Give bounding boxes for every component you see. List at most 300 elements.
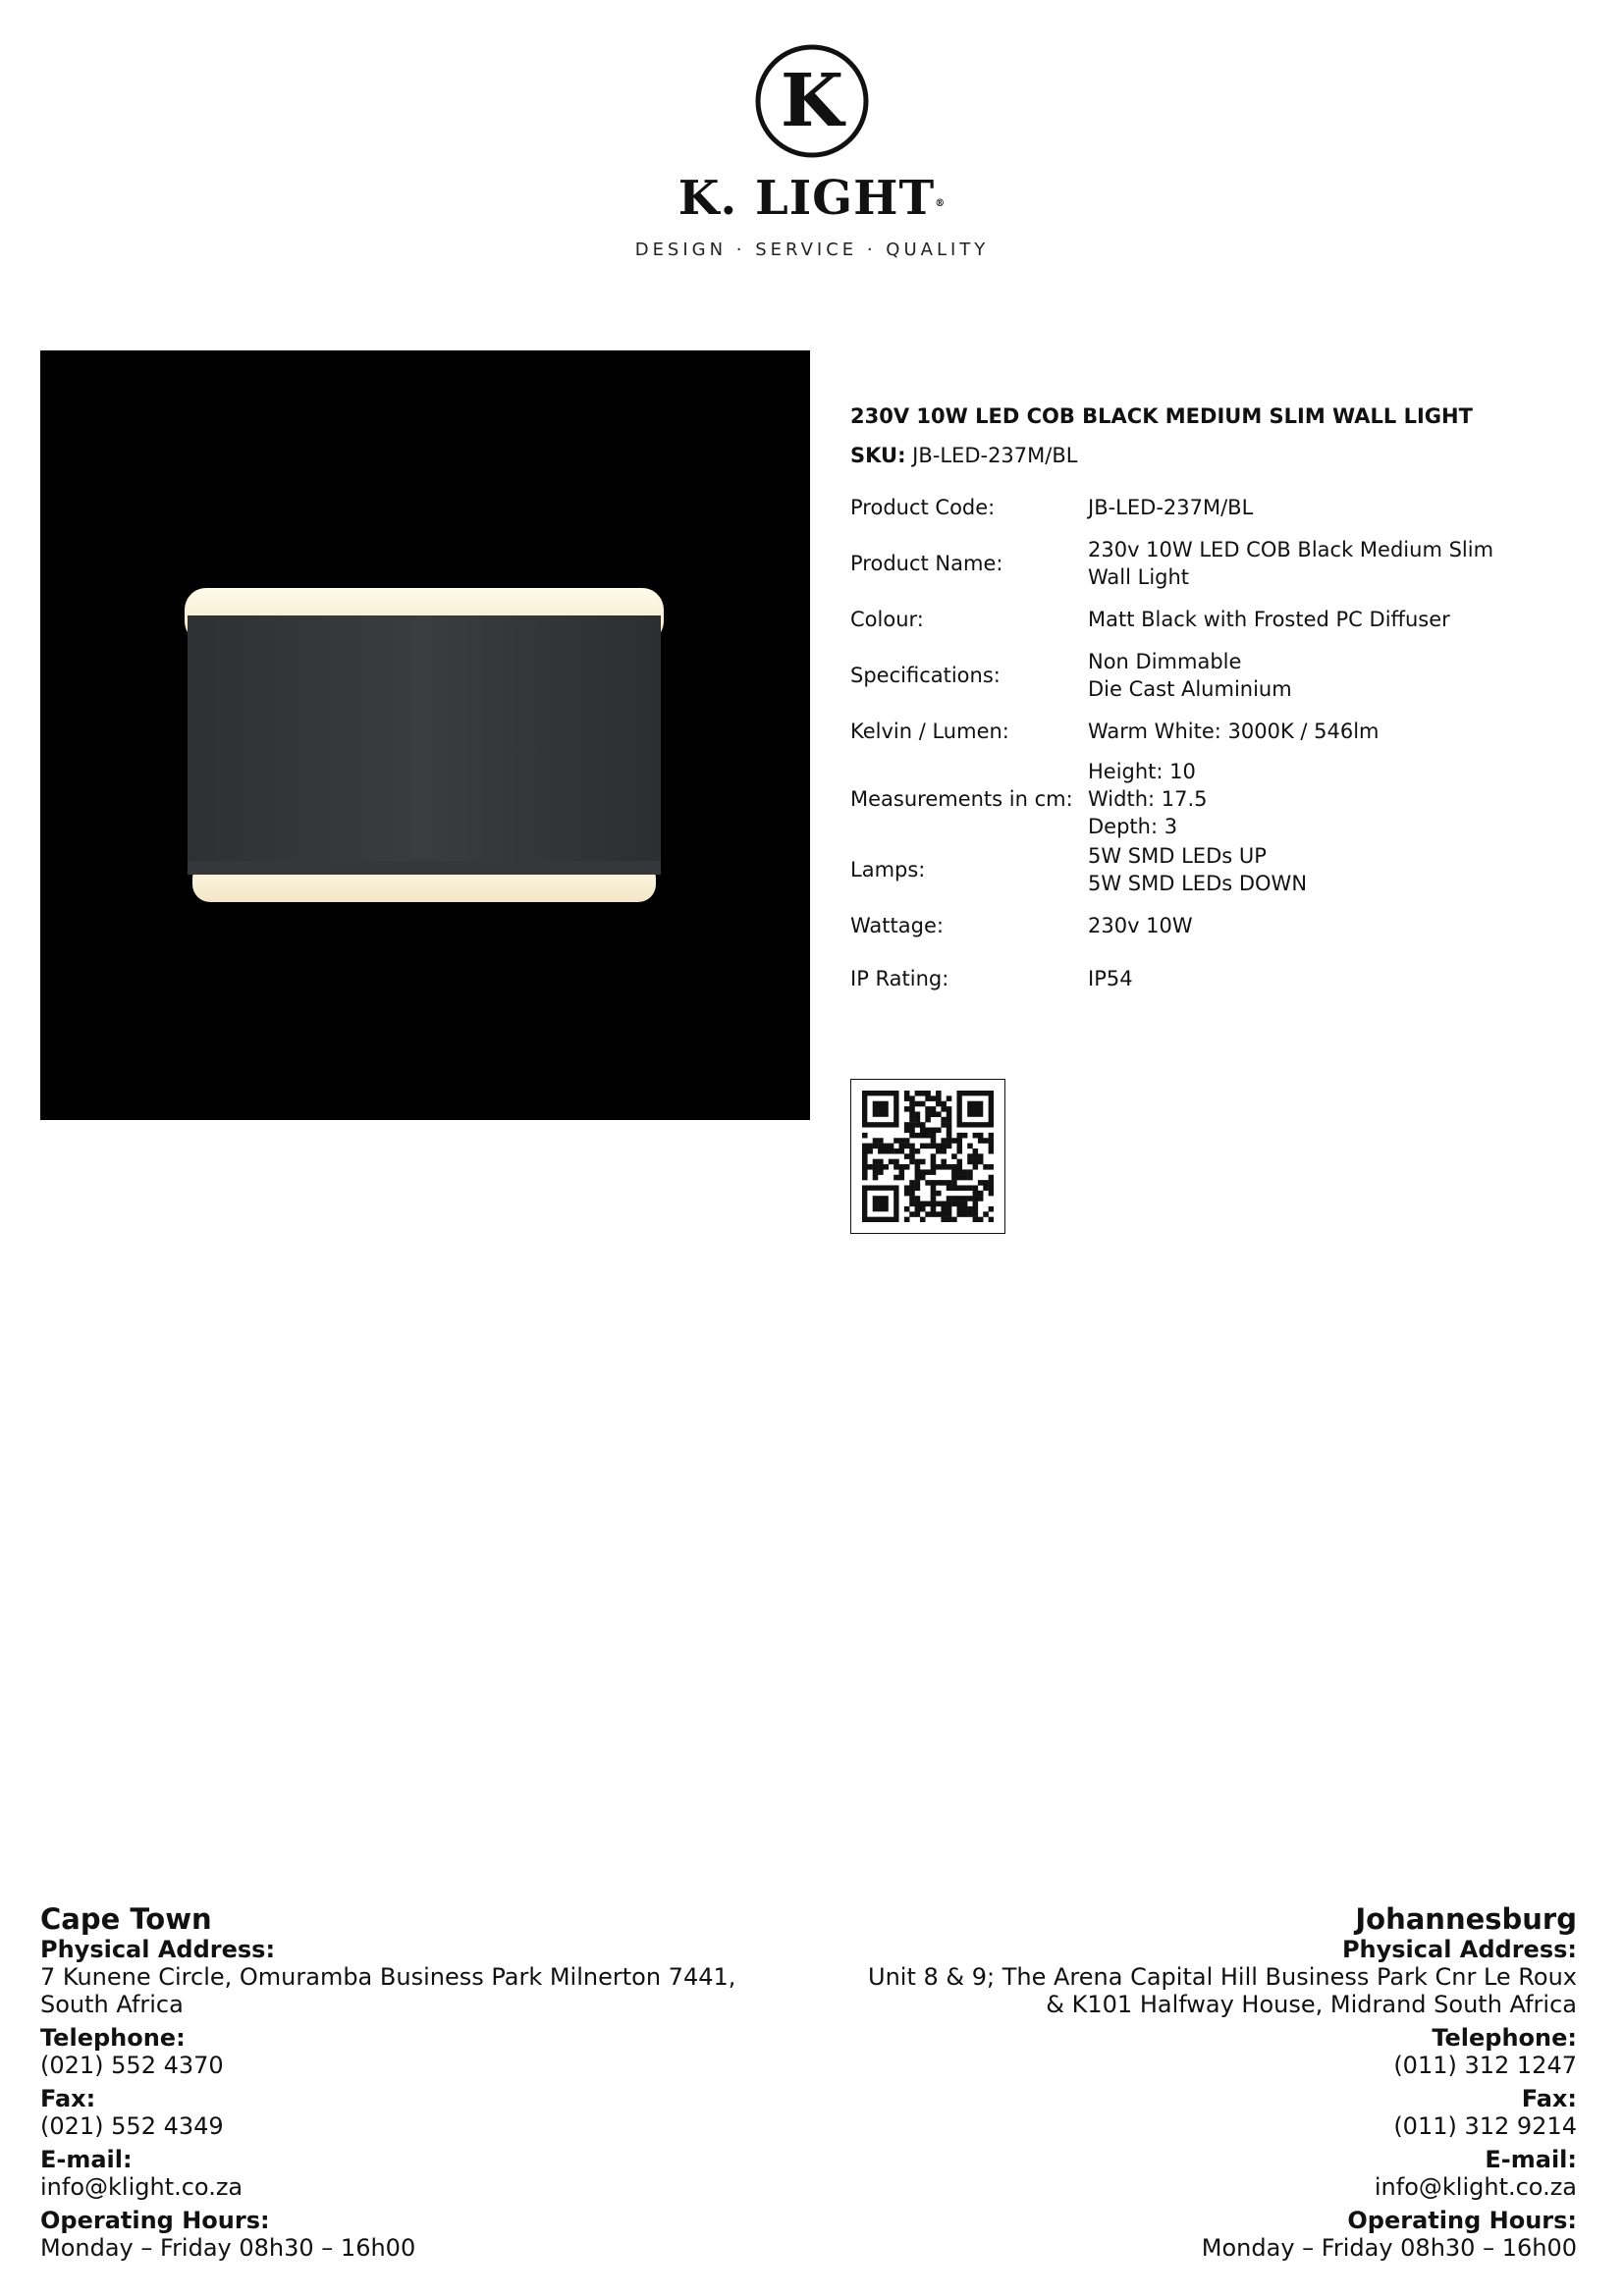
qr-module xyxy=(931,1211,937,1217)
qr-module xyxy=(915,1148,921,1154)
qr-module xyxy=(904,1128,910,1134)
qr-module xyxy=(947,1164,952,1170)
qr-module xyxy=(936,1148,942,1154)
qr-module xyxy=(920,1133,926,1139)
spec-row-wattage xyxy=(850,899,1557,952)
spec-value: Height: 10 Width: 17.5 Depth: 3 xyxy=(1088,760,1208,838)
qr-module xyxy=(883,1144,889,1149)
qr-module xyxy=(909,1148,915,1154)
qr-module xyxy=(936,1101,942,1107)
qr-module xyxy=(925,1095,931,1101)
brand-header xyxy=(0,43,1624,260)
qr-module xyxy=(893,1164,899,1170)
qr-module xyxy=(956,1133,962,1139)
qr-module xyxy=(867,1148,873,1154)
qr-module xyxy=(978,1138,984,1144)
qr-module xyxy=(983,1211,989,1217)
email-label: E-mail: xyxy=(40,2146,133,2173)
qr-module xyxy=(925,1180,931,1186)
qr-module xyxy=(978,1196,984,1201)
brand-tagline: DESIGN · SERVICE · QUALITY xyxy=(634,240,990,260)
qr-module xyxy=(951,1185,957,1191)
qr-module xyxy=(909,1153,915,1159)
qr-module xyxy=(862,1133,868,1139)
qr-module xyxy=(862,1175,868,1181)
spec-value: IP54 xyxy=(1088,967,1133,990)
qr-module xyxy=(931,1159,937,1165)
qr-module xyxy=(973,1185,979,1191)
qr-module xyxy=(889,1144,894,1149)
qr-module xyxy=(904,1217,910,1222)
qr-module xyxy=(973,1191,979,1197)
qr-module xyxy=(983,1164,989,1170)
qr-module xyxy=(931,1185,937,1191)
office-city: Cape Town xyxy=(40,1902,212,1936)
qr-module xyxy=(925,1091,931,1096)
qr-module xyxy=(878,1148,884,1154)
spec-value: 230v 10W xyxy=(1088,914,1193,937)
qr-module xyxy=(904,1091,910,1096)
office-cape-town xyxy=(40,1902,845,2262)
qr-module xyxy=(962,1206,968,1212)
spec-row-colour xyxy=(850,593,1557,646)
qr-module xyxy=(989,1217,994,1222)
qr-module xyxy=(951,1217,957,1222)
qr-module xyxy=(909,1106,915,1112)
qr-module xyxy=(915,1091,921,1096)
qr-module xyxy=(989,1180,994,1186)
qr-module xyxy=(941,1201,947,1207)
qr-module xyxy=(951,1180,957,1186)
spec-label: Product Code: xyxy=(850,496,996,519)
qr-module xyxy=(909,1180,915,1186)
qr-module xyxy=(951,1175,957,1181)
qr-module xyxy=(862,1164,868,1170)
qr-module xyxy=(941,1148,947,1154)
qr-module xyxy=(947,1144,952,1149)
qr-module xyxy=(983,1180,989,1186)
telephone-label: Telephone: xyxy=(40,2024,186,2052)
qr-module xyxy=(889,1159,894,1165)
qr-module xyxy=(904,1106,910,1112)
qr-module xyxy=(920,1169,926,1175)
qr-module xyxy=(951,1201,957,1207)
qr-module xyxy=(893,1159,899,1165)
qr-module xyxy=(936,1095,942,1101)
qr-module xyxy=(936,1128,942,1134)
qr-module xyxy=(931,1196,937,1201)
qr-module xyxy=(962,1169,968,1175)
qr-module xyxy=(989,1185,994,1191)
qr-module xyxy=(973,1133,979,1139)
qr-module xyxy=(951,1196,957,1201)
sku-value: JB-LED-237M/BL xyxy=(912,444,1078,467)
qr-module xyxy=(862,1148,868,1154)
qr-module xyxy=(967,1185,973,1191)
qr-module xyxy=(956,1201,962,1207)
hours-value: Monday – Friday 08h30 – 16h00 xyxy=(40,2234,416,2262)
qr-module xyxy=(931,1144,937,1149)
qr-module xyxy=(904,1138,910,1144)
qr-module xyxy=(989,1138,994,1144)
qr-module xyxy=(947,1128,952,1134)
qr-module xyxy=(947,1111,952,1117)
qr-module xyxy=(920,1122,926,1128)
qr-module xyxy=(925,1144,931,1149)
email-label: E-mail: xyxy=(1485,2146,1577,2173)
qr-module xyxy=(941,1101,947,1107)
qr-module xyxy=(978,1133,984,1139)
qr-module xyxy=(947,1185,952,1191)
qr-module xyxy=(931,1153,937,1159)
qr-module xyxy=(915,1101,921,1107)
qr-module xyxy=(909,1101,915,1107)
qr-module xyxy=(973,1196,979,1201)
hours-label: Operating Hours: xyxy=(40,2207,270,2234)
qr-module xyxy=(973,1217,979,1222)
qr-module xyxy=(967,1159,973,1165)
qr-module xyxy=(915,1169,921,1175)
qr-module xyxy=(862,1169,868,1175)
fax-label: Fax: xyxy=(1521,2085,1577,2112)
qr-module xyxy=(931,1169,937,1175)
qr-module xyxy=(920,1201,926,1207)
qr-module xyxy=(909,1117,915,1123)
address-label: Physical Address: xyxy=(40,1936,276,1963)
qr-module xyxy=(941,1122,947,1128)
spec-label: Measurements in cm: xyxy=(850,787,1073,811)
brand-name: K. LIGHT® xyxy=(677,171,947,226)
qr-module xyxy=(915,1196,921,1201)
email-link[interactable]: info@klight.co.za xyxy=(1374,2173,1577,2201)
product-details xyxy=(850,402,1557,1005)
office-city: Johannesburg xyxy=(1355,1902,1577,1936)
qr-module xyxy=(956,1164,962,1170)
qr-module xyxy=(947,1133,952,1139)
spec-label: IP Rating: xyxy=(850,967,949,990)
qr-module xyxy=(867,1164,873,1170)
qr-module xyxy=(962,1185,968,1191)
spec-value: Warm White: 3000K / 546lm xyxy=(1088,720,1380,743)
qr-module xyxy=(989,1133,994,1139)
hours-value: Monday – Friday 08h30 – 16h00 xyxy=(1201,2234,1577,2262)
qr-module xyxy=(973,1164,979,1170)
qr-module xyxy=(904,1206,910,1212)
qr-module xyxy=(925,1169,931,1175)
qr-module xyxy=(956,1211,962,1217)
qr-module xyxy=(941,1211,947,1217)
qr-module xyxy=(978,1191,984,1197)
spec-table xyxy=(850,481,1557,1005)
spec-row-product-code xyxy=(850,481,1557,534)
registered-mark: ® xyxy=(935,198,947,209)
spec-label: Wattage: xyxy=(850,914,944,937)
qr-module xyxy=(962,1211,968,1217)
qr-module xyxy=(899,1138,905,1144)
qr-module xyxy=(925,1133,931,1139)
qr-module xyxy=(883,1164,889,1170)
qr-module xyxy=(956,1206,962,1212)
qr-module xyxy=(925,1106,931,1112)
qr-module xyxy=(915,1133,921,1139)
qr-module xyxy=(956,1175,962,1181)
qr-module xyxy=(973,1206,979,1212)
spec-label: Colour: xyxy=(850,608,924,631)
qr-module xyxy=(931,1191,937,1197)
qr-module xyxy=(941,1138,947,1144)
qr-module xyxy=(951,1164,957,1170)
qr-module xyxy=(983,1185,989,1191)
qr-module xyxy=(873,1138,879,1144)
qr-module xyxy=(909,1191,915,1197)
email-link[interactable]: info@klight.co.za xyxy=(40,2173,244,2201)
qr-module xyxy=(883,1148,889,1154)
spec-row-specifications xyxy=(850,646,1557,705)
qr-module xyxy=(862,1144,868,1149)
qr-module xyxy=(931,1133,937,1139)
qr-module xyxy=(931,1128,937,1134)
qr-module xyxy=(899,1144,905,1149)
qr-module xyxy=(941,1144,947,1149)
qr-finder-pattern xyxy=(873,1196,889,1211)
qr-module xyxy=(909,1133,915,1139)
qr-module xyxy=(893,1148,899,1154)
qr-module xyxy=(967,1169,973,1175)
qr-module xyxy=(915,1111,921,1117)
qr-module xyxy=(989,1191,994,1197)
product-photo xyxy=(40,350,810,1120)
qr-module xyxy=(967,1144,973,1149)
qr-module xyxy=(956,1169,962,1175)
k-logo-icon xyxy=(754,43,870,159)
qr-module xyxy=(904,1153,910,1159)
qr-module xyxy=(899,1164,905,1170)
qr-module xyxy=(909,1111,915,1117)
qr-module xyxy=(931,1164,937,1170)
qr-module xyxy=(978,1217,984,1222)
qr-module xyxy=(967,1206,973,1212)
qr-module xyxy=(973,1153,979,1159)
qr-module xyxy=(936,1091,942,1096)
qr-module xyxy=(951,1169,957,1175)
qr-module xyxy=(893,1138,899,1144)
qr-module xyxy=(904,1164,910,1170)
spec-value: 230v 10W LED COB Black Medium Slim Wall Light xyxy=(1088,538,1494,589)
qr-module xyxy=(931,1206,937,1212)
qr-module xyxy=(947,1180,952,1186)
qr-module xyxy=(931,1095,937,1101)
product-title: 230V 10W LED COB BLACK MEDIUM SLIM WALL LIGHT xyxy=(850,404,1473,428)
qr-module xyxy=(867,1144,873,1149)
qr-module xyxy=(862,1153,868,1159)
qr-module xyxy=(925,1201,931,1207)
qr-module xyxy=(925,1111,931,1117)
qr-module xyxy=(920,1128,926,1134)
qr-module xyxy=(941,1164,947,1170)
qr-module xyxy=(951,1138,957,1144)
qr-module xyxy=(915,1206,921,1212)
qr-finder-pattern xyxy=(967,1101,983,1117)
qr-module xyxy=(989,1144,994,1149)
qr-module xyxy=(915,1159,921,1165)
qr-module xyxy=(941,1117,947,1123)
qr-module xyxy=(967,1153,973,1159)
hours-label: Operating Hours: xyxy=(1347,2207,1577,2234)
qr-module xyxy=(983,1138,989,1144)
qr-module xyxy=(893,1175,899,1181)
qr-module xyxy=(873,1175,879,1181)
qr-module xyxy=(899,1169,905,1175)
qr-module xyxy=(889,1148,894,1154)
qr-module xyxy=(962,1175,968,1181)
qr-module xyxy=(899,1175,905,1181)
qr-module xyxy=(936,1111,942,1117)
qr-module xyxy=(941,1159,947,1165)
qr-module xyxy=(978,1180,984,1186)
qr-module xyxy=(931,1111,937,1117)
fax-value: (021) 552 4349 xyxy=(40,2112,224,2140)
qr-module xyxy=(920,1159,926,1165)
qr-module xyxy=(909,1122,915,1128)
spec-row-ip-rating xyxy=(850,952,1557,1005)
spec-label: Lamps: xyxy=(850,858,926,881)
qr-module xyxy=(878,1138,884,1144)
qr-module xyxy=(899,1148,905,1154)
address-line: South Africa xyxy=(40,1991,184,2018)
qr-module xyxy=(962,1196,968,1201)
qr-module xyxy=(915,1175,921,1181)
qr-module xyxy=(947,1106,952,1112)
qr-module xyxy=(878,1159,884,1165)
qr-module xyxy=(967,1175,973,1181)
fax-value: (011) 312 9214 xyxy=(1393,2112,1577,2140)
qr-module xyxy=(947,1217,952,1222)
qr-module xyxy=(956,1138,962,1144)
qr-module xyxy=(947,1122,952,1128)
qr-module xyxy=(873,1169,879,1175)
spec-row-kelvin-lumen xyxy=(850,705,1557,758)
qr-module xyxy=(909,1201,915,1207)
qr-module xyxy=(931,1138,937,1144)
qr-module xyxy=(936,1144,942,1149)
qr-module xyxy=(915,1180,921,1186)
qr-module xyxy=(951,1153,957,1159)
qr-module xyxy=(947,1211,952,1217)
qr-module xyxy=(915,1117,921,1123)
qr-module xyxy=(967,1211,973,1217)
qr-module xyxy=(989,1164,994,1170)
qr-module xyxy=(878,1144,884,1149)
qr-module xyxy=(936,1201,942,1207)
qr-finder-pattern xyxy=(873,1101,889,1117)
qr-module xyxy=(936,1164,942,1170)
qr-module xyxy=(967,1196,973,1201)
spec-value: Matt Black with Frosted PC Diffuser xyxy=(1088,608,1450,631)
qr-module xyxy=(973,1201,979,1207)
qr-module xyxy=(904,1191,910,1197)
qr-module xyxy=(925,1211,931,1217)
fax-label: Fax: xyxy=(40,2085,96,2112)
spec-label: Specifications: xyxy=(850,664,1001,687)
office-johannesburg xyxy=(772,1902,1577,2262)
logo-letter: K xyxy=(780,59,844,143)
qr-module xyxy=(915,1122,921,1128)
qr-module xyxy=(989,1206,994,1212)
qr-module xyxy=(909,1159,915,1165)
address-line: Unit 8 & 9; The Arena Capital Hill Business Park Cnr Le Roux xyxy=(868,1963,1577,1991)
spec-row-product-name xyxy=(850,534,1557,593)
qr-module xyxy=(941,1206,947,1212)
telephone-value[interactable]: (021) 552 4370 xyxy=(40,2052,224,2079)
qr-module xyxy=(862,1159,868,1165)
spec-label: Product Name: xyxy=(850,552,1003,575)
spec-label: Kelvin / Lumen: xyxy=(850,720,1009,743)
qr-module xyxy=(909,1185,915,1191)
qr-module xyxy=(925,1128,931,1134)
qr-module xyxy=(915,1201,921,1207)
telephone-value[interactable]: (011) 312 1247 xyxy=(1393,2052,1577,2079)
qr-module xyxy=(920,1217,926,1222)
qr-module xyxy=(920,1091,926,1096)
qr-module xyxy=(915,1211,921,1217)
qr-module xyxy=(920,1101,926,1107)
qr-module xyxy=(936,1180,942,1186)
qr-module xyxy=(962,1201,968,1207)
address-label: Physical Address: xyxy=(1341,1936,1577,1963)
telephone-label: Telephone: xyxy=(1432,2024,1577,2052)
qr-module xyxy=(873,1144,879,1149)
qr-module xyxy=(989,1175,994,1181)
qr-module xyxy=(947,1117,952,1123)
qr-module xyxy=(915,1185,921,1191)
qr-module xyxy=(920,1206,926,1212)
spec-row-lamps xyxy=(850,840,1557,899)
qr-module xyxy=(904,1185,910,1191)
spec-value: Non Dimmable Die Cast Aluminium xyxy=(1088,650,1292,701)
qr-module xyxy=(941,1106,947,1112)
qr-module xyxy=(956,1159,962,1165)
qr-module xyxy=(947,1095,952,1101)
qr-module xyxy=(931,1180,937,1186)
sku-line xyxy=(850,442,1557,469)
qr-module xyxy=(956,1148,962,1154)
qr-module xyxy=(956,1185,962,1191)
qr-module xyxy=(978,1153,984,1159)
qr-module xyxy=(962,1133,968,1139)
qr-module xyxy=(909,1144,915,1149)
address-line: 7 Kunene Circle, Omuramba Business Park Milnerton 7441, xyxy=(40,1963,736,1991)
address-line: & K101 Halfway House, Midrand South Africa xyxy=(1046,1991,1577,2018)
spec-row-measurements xyxy=(850,758,1557,840)
qr-module xyxy=(989,1148,994,1154)
qr-module xyxy=(909,1211,915,1217)
qr-module xyxy=(925,1117,931,1123)
qr-code-icon[interactable] xyxy=(850,1079,1005,1234)
qr-module xyxy=(878,1164,884,1170)
qr-module xyxy=(941,1217,947,1222)
qr-module xyxy=(909,1196,915,1201)
qr-module xyxy=(878,1169,884,1175)
qr-module xyxy=(947,1138,952,1144)
qr-module xyxy=(973,1148,979,1154)
qr-module xyxy=(915,1164,921,1170)
qr-module xyxy=(909,1095,915,1101)
qr-module xyxy=(947,1201,952,1207)
spec-value: 5W SMD LEDs UP 5W SMD LEDs DOWN xyxy=(1088,844,1308,895)
qr-module xyxy=(936,1211,942,1217)
qr-module xyxy=(909,1128,915,1134)
qr-module xyxy=(873,1164,879,1170)
